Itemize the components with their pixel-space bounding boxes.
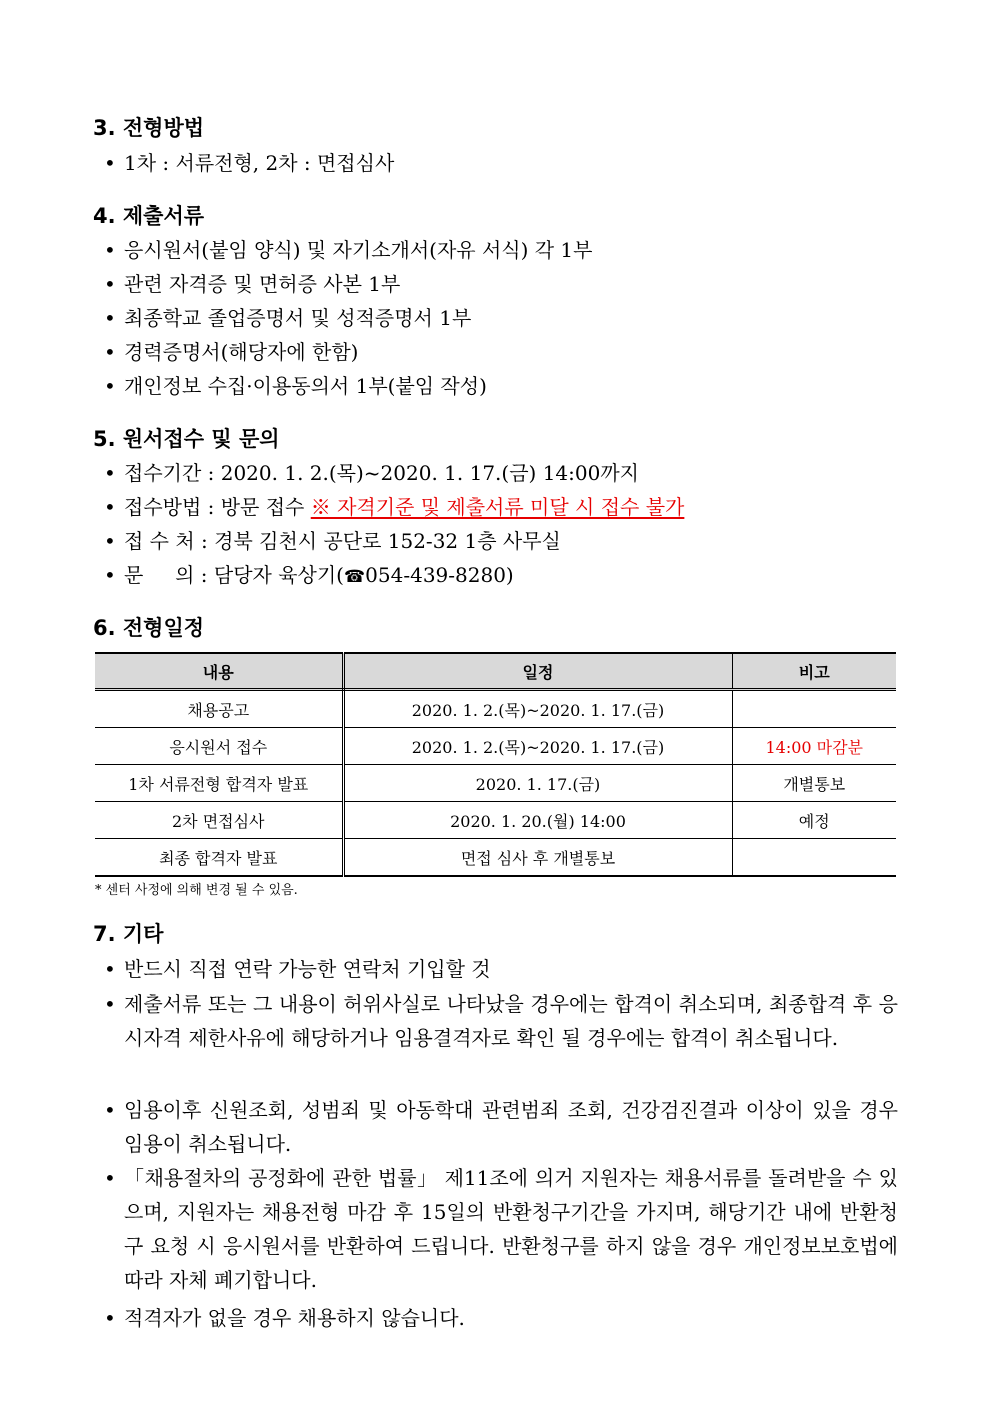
bullet-text: 반드시 직접 연락 가능한 연락처 기입할 것 <box>124 957 491 981</box>
table-cell: 2차 면접심사 <box>95 802 343 839</box>
table-cell: 2020. 1. 20.(월) 14:00 <box>343 802 732 839</box>
table-row <box>95 690 896 728</box>
bullet-icon: • <box>104 461 116 485</box>
phone-number: 054-439-8280) <box>365 563 514 587</box>
submission-place <box>104 527 561 555</box>
submission-period <box>104 459 639 487</box>
table-cell: 1차 서류전형 합격자 발표 <box>95 765 343 802</box>
table-cell: 응시원서 접수 <box>95 728 343 765</box>
table-cell <box>732 839 896 877</box>
section-4-item <box>104 304 471 332</box>
table-row <box>95 839 896 877</box>
table-header-cell: 내용 <box>95 653 343 690</box>
bullet-text: 접수기간 : 2020. 1. 2.(목)~2020. 1. 17.(금) 14:00까지 <box>124 461 639 485</box>
bullet-text: 적격자가 없을 경우 채용하지 않습니다. <box>124 1306 465 1330</box>
bullet-text: 최종학교 졸업증명서 및 성적증명서 1부 <box>124 306 472 330</box>
bullet-text: 관련 자격증 및 면허증 사본 1부 <box>124 272 401 296</box>
table-cell <box>732 690 896 728</box>
bullet-icon: • <box>104 1166 116 1190</box>
bullet-icon: • <box>104 563 116 587</box>
section-7-title: 7. 기타 <box>93 922 164 946</box>
table-cell: 최종 합격자 발표 <box>95 839 343 877</box>
bullet-text: 「채용절차의 공정화에 관한 법률」 제11조에 의거 지원자는 채용서류를 돌려받을 수 있으며, 지원자는 채용전형 마감 후 15일의 반환청구기간을 가지며, 해당기간 내에 반환청구 요청 시 응시원서를 반환하여 드립니다. 반환청구를 하지 않을 경우 개인정보보호법에 따라 자체 폐기합니다. <box>124 1166 898 1292</box>
section-4-item <box>104 270 400 298</box>
schedule-table <box>95 652 896 877</box>
bullet-icon: • <box>104 238 116 262</box>
bullet-text: 문 의 : 담당자 육상기( <box>124 563 344 587</box>
bullet-text: 접수방법 : 방문 접수 <box>124 495 311 519</box>
section-4-item <box>104 236 592 264</box>
bullet-text: 접 수 처 : 경북 김천시 공단로 152-32 1층 사무실 <box>124 529 561 553</box>
submission-warning: ※ 자격기준 및 제출서류 미달 시 접수 불가 <box>310 495 685 519</box>
section-3-title: 3. 전형방법 <box>93 116 205 140</box>
bullet-icon: • <box>104 957 116 981</box>
table-cell: 2020. 1. 2.(목)~2020. 1. 17.(금) <box>343 690 732 728</box>
bullet-icon: • <box>104 495 116 519</box>
section-4-item <box>104 372 487 400</box>
bullet-icon: • <box>104 529 116 553</box>
section-7-item <box>104 987 898 1055</box>
section-6-title: 6. 전형일정 <box>93 616 205 640</box>
table-cell: 2020. 1. 2.(목)~2020. 1. 17.(금) <box>343 728 732 765</box>
bullet-icon: • <box>104 1098 116 1122</box>
table-row <box>95 802 896 839</box>
bullet-icon: • <box>104 272 116 296</box>
bullet-text: 경력증명서(해당자에 한함) <box>124 340 359 364</box>
section-7-item <box>104 952 898 986</box>
bullet-icon: • <box>104 374 116 398</box>
section-4-title: 4. 제출서류 <box>93 204 205 228</box>
bullet-text: 임용이후 신원조회, 성범죄 및 아동학대 관련범죄 조회, 건강검진결과 이상이 있을 경우 임용이 취소됩니다. <box>124 1098 898 1156</box>
table-cell: 예정 <box>732 802 896 839</box>
table-row <box>95 765 896 802</box>
table-cell: 채용공고 <box>95 690 343 728</box>
bullet-icon: • <box>104 340 116 364</box>
table-header-cell: 비고 <box>732 653 896 690</box>
section-3-item <box>104 149 394 177</box>
table-cell: 면접 심사 후 개별통보 <box>343 839 732 877</box>
bullet-icon: • <box>104 992 116 1016</box>
section-5-title: 5. 원서접수 및 문의 <box>93 427 280 451</box>
section-7-item <box>104 1093 898 1161</box>
table-cell: 개별통보 <box>732 765 896 802</box>
bullet-text: 개인정보 수집·이용동의서 1부(붙임 작성) <box>124 374 487 398</box>
table-header-cell: 일정 <box>343 653 732 690</box>
bullet-text: 응시원서(붙임 양식) 및 자기소개서(자유 서식) 각 1부 <box>124 238 593 262</box>
inquiry <box>104 561 514 591</box>
bullet-icon: • <box>104 1306 116 1330</box>
table-cell: 14:00 마감분 <box>732 728 896 765</box>
section-4-item <box>104 338 358 366</box>
table-row <box>95 728 896 765</box>
schedule-note: * 센터 사정에 의해 변경 될 수 있음. <box>95 883 298 898</box>
submission-method <box>104 493 684 521</box>
table-header-row <box>95 653 896 690</box>
table-cell: 2020. 1. 17.(금) <box>343 765 732 802</box>
section-7-item <box>104 1301 898 1335</box>
section-7-item <box>104 1161 898 1297</box>
bullet-icon: • <box>104 151 116 175</box>
bullet-icon: • <box>104 306 116 330</box>
bullet-text: 1차 : 서류전형, 2차 : 면접심사 <box>124 151 395 175</box>
bullet-text: 제출서류 또는 그 내용이 허위사실로 나타났을 경우에는 합격이 취소되며, 최종합격 후 응시자격 제한사유에 해당하거나 임용결격자로 확인 될 경우에는 합격이 취소됩니다. <box>124 992 898 1050</box>
phone-icon: ☎ <box>343 567 366 587</box>
